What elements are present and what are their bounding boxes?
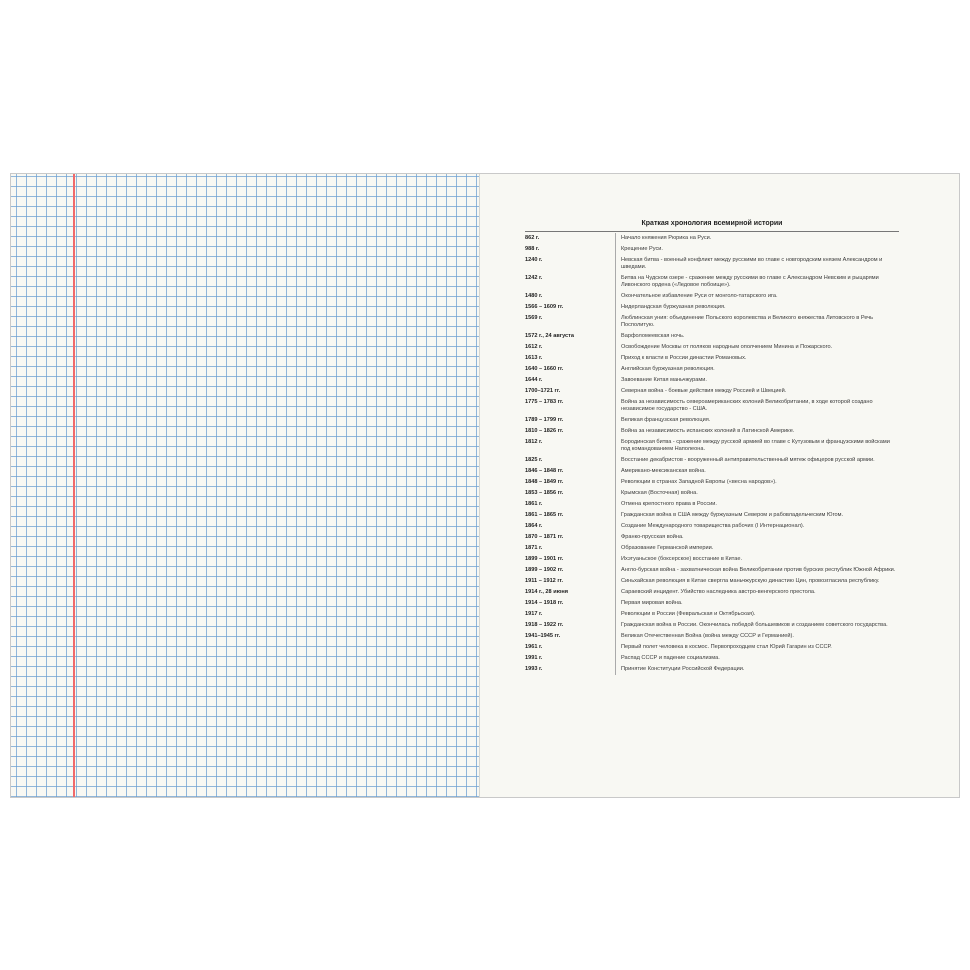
- event-date: 1700–1721 гг.: [525, 388, 561, 394]
- chronology-row: [525, 375, 899, 386]
- chronology-row: [525, 455, 899, 466]
- chronology-row: [525, 499, 899, 510]
- event-description: Первый полет человека в космос. Первопроходцем стал Юрий Гагарин из СССР.: [621, 644, 832, 650]
- event-description: Крымская (Восточная) война.: [621, 490, 698, 496]
- event-date: 1613 г.: [525, 355, 543, 361]
- event-date: 1789 – 1799 гг.: [525, 417, 564, 423]
- event-date: 1961 г.: [525, 644, 543, 650]
- event-description: Освобождение Москвы от поляков народным ополчением Минина и Пожарского.: [621, 344, 833, 350]
- chronology-row: [525, 609, 899, 620]
- chronology-row: [525, 426, 899, 437]
- chronology-row: [525, 244, 899, 255]
- event-date: 1993 г.: [525, 666, 543, 672]
- chronology-row: [525, 342, 899, 353]
- event-description: Гражданская война в США между буржуазным Севером и рабовладельческим Югом.: [621, 512, 844, 518]
- chronology-row: [525, 521, 899, 532]
- event-date: 1899 – 1901 гг.: [525, 556, 564, 562]
- chronology-row: [525, 664, 899, 675]
- event-description: Английская буржуазная революция.: [621, 366, 715, 372]
- notebook-spread: [10, 173, 960, 798]
- chronology-row: [525, 302, 899, 313]
- chronology: [525, 220, 899, 675]
- event-description: Отмена крепостного права в России.: [621, 501, 717, 507]
- chronology-row: [525, 554, 899, 565]
- event-description: Революции в странах Западной Европы («весна народов»).: [621, 479, 777, 485]
- event-date: 1917 г.: [525, 611, 543, 617]
- event-description: Англо-бурская война - захватническая война Великобритании против бурских республик Южной Африки.: [621, 567, 896, 573]
- event-description: Война за независимость испанских колоний в Латинской Америке.: [621, 428, 795, 434]
- margin-line: [73, 174, 75, 797]
- chronology-row: [525, 255, 899, 273]
- event-description: Бородинская битва - сражение между русской армией во главе с Кутузовым и французскими войсками под командованием Наполеона.: [621, 439, 890, 452]
- event-description: Нидерландская буржуазная революция.: [621, 304, 726, 310]
- event-date: 1861 г.: [525, 501, 543, 507]
- event-description: Образование Германской империи.: [621, 545, 714, 551]
- event-description: Северная война - боевые действия между Россией и Швецией.: [621, 388, 787, 394]
- event-description: Восстание декабристов - вооруженный антиправительственный мятеж офицеров русской армии.: [621, 457, 875, 463]
- event-date: 1861 – 1865 гг.: [525, 512, 564, 518]
- event-date: 1572 г., 24 августа: [525, 333, 575, 339]
- chronology-row: [525, 273, 899, 291]
- chronology-row: [525, 653, 899, 664]
- chronology-row: [525, 477, 899, 488]
- event-description: Распад СССР и падение социализма.: [621, 655, 720, 661]
- event-date: 1914 – 1918 гг.: [525, 600, 564, 606]
- event-date: 1569 г.: [525, 315, 543, 321]
- event-description: Окончательное избавление Руси от монголо-татарского ига.: [621, 293, 778, 299]
- chronology-row: [525, 565, 899, 576]
- chronology-row: [525, 233, 899, 244]
- event-description: Гражданская война в России. Окончилась победой большевиков и созданием советского государства.: [621, 622, 888, 628]
- chronology-row: [525, 331, 899, 342]
- event-description: Великая Отечественная Война (война между СССР и Германией).: [621, 633, 794, 639]
- chronology-row: [525, 364, 899, 375]
- column-divider: [615, 233, 616, 675]
- event-description: Люблинская уния: объединение Польского королевства и Великого княжества Литовского в Речь Посполитую.: [621, 315, 874, 328]
- event-date: 1941–1945 гг.: [525, 633, 561, 639]
- chronology-row: [525, 576, 899, 587]
- title-rule: [525, 231, 899, 232]
- chronology-title: Краткая хронология всемирной истории: [641, 220, 783, 227]
- event-description: Завоевание Китая маньчжурами.: [621, 377, 707, 383]
- event-date: 1991 г.: [525, 655, 543, 661]
- chronology-row: [525, 386, 899, 397]
- chronology-row: [525, 488, 899, 499]
- event-date: 1846 – 1848 гг.: [525, 468, 564, 474]
- chronology-row: [525, 642, 899, 653]
- event-date: 1911 – 1912 гг.: [525, 578, 564, 584]
- event-description: Война за независимость североамериканских колоний Великобритании, в ходе которой создано независимое государство - США.: [621, 399, 873, 412]
- chronology-row: [525, 353, 899, 364]
- event-date: 1848 – 1849 гг.: [525, 479, 564, 485]
- event-date: 862 г.: [525, 235, 540, 241]
- event-description: Невская битва - военный конфликт между русскими во главе с новгородским князем Александром и шведами.: [621, 257, 883, 270]
- chronology-row: [525, 313, 899, 331]
- event-date: 1566 – 1609 гг.: [525, 304, 564, 310]
- event-date: 1812 г.: [525, 439, 543, 445]
- event-date: 1775 – 1783 гг.: [525, 399, 564, 405]
- chronology-row: [525, 543, 899, 554]
- event-date: 1640 – 1660 гг.: [525, 366, 564, 372]
- event-description: Великая французская революция.: [621, 417, 711, 423]
- event-date: 1871 г.: [525, 545, 543, 551]
- event-description: Принятие Конституции Российской Федерации.: [621, 666, 745, 672]
- event-date: 1914 г., 28 июня: [525, 589, 569, 595]
- chronology-row: [525, 532, 899, 543]
- chronology-page: [480, 174, 959, 797]
- event-date: 1612 г.: [525, 344, 543, 350]
- grid-page: [11, 174, 479, 797]
- event-date: 1853 – 1856 гг.: [525, 490, 564, 496]
- event-date: 1864 г.: [525, 523, 543, 529]
- event-description: Приход к власти в России династии Романовых.: [621, 355, 747, 361]
- event-description: Франко-прусская война.: [621, 534, 684, 540]
- event-date: 1918 – 1922 гг.: [525, 622, 564, 628]
- chronology-row: [525, 510, 899, 521]
- event-description: Ихэтуаньское (боксерское) восстание в Китае.: [621, 556, 743, 562]
- event-date: 1810 – 1826 гг.: [525, 428, 564, 434]
- event-date: 1480 г.: [525, 293, 543, 299]
- chronology-row: [525, 415, 899, 426]
- event-date: 1899 – 1902 гг.: [525, 567, 564, 573]
- event-description: Варфоломеевская ночь.: [621, 333, 685, 339]
- chronology-row: [525, 291, 899, 302]
- chronology-row: [525, 598, 899, 609]
- event-description: Американо-мексиканская война.: [621, 468, 706, 474]
- chronology-row: [525, 466, 899, 477]
- chronology-row: [525, 437, 899, 455]
- event-date: 1644 г.: [525, 377, 543, 383]
- event-description: Крещение Руси.: [621, 246, 663, 252]
- event-description: Первая мировая война.: [621, 600, 683, 606]
- event-description: Сараевский инцидент. Убийство наследника австро-венгерского престола.: [621, 589, 816, 595]
- event-date: 1825 г.: [525, 457, 543, 463]
- chronology-table: [525, 233, 899, 675]
- event-description: Революции в России (Февральская и Октябрьская).: [621, 611, 756, 617]
- event-date: 1240 г.: [525, 257, 543, 263]
- event-description: Синьхайская революция в Китае свергла маньчжурскую династию Цин, провозгласила республику.: [621, 578, 880, 584]
- chronology-row: [525, 397, 899, 415]
- event-date: 1242 г.: [525, 275, 543, 281]
- event-description: Начало княжения Рюрика на Руси.: [621, 235, 712, 241]
- event-date: 1870 – 1871 гг.: [525, 534, 564, 540]
- event-description: Битва на Чудском озере - сражение между русскими во главе с Александром Невским и рыцарями Ливонского ордена («Ледовое побоище»).: [621, 275, 879, 288]
- event-description: Создание Международного товарищества рабочих (I Интернационал).: [621, 523, 805, 529]
- event-date: 988 г.: [525, 246, 540, 252]
- chronology-row: [525, 631, 899, 642]
- chronology-row: [525, 587, 899, 598]
- chronology-row: [525, 620, 899, 631]
